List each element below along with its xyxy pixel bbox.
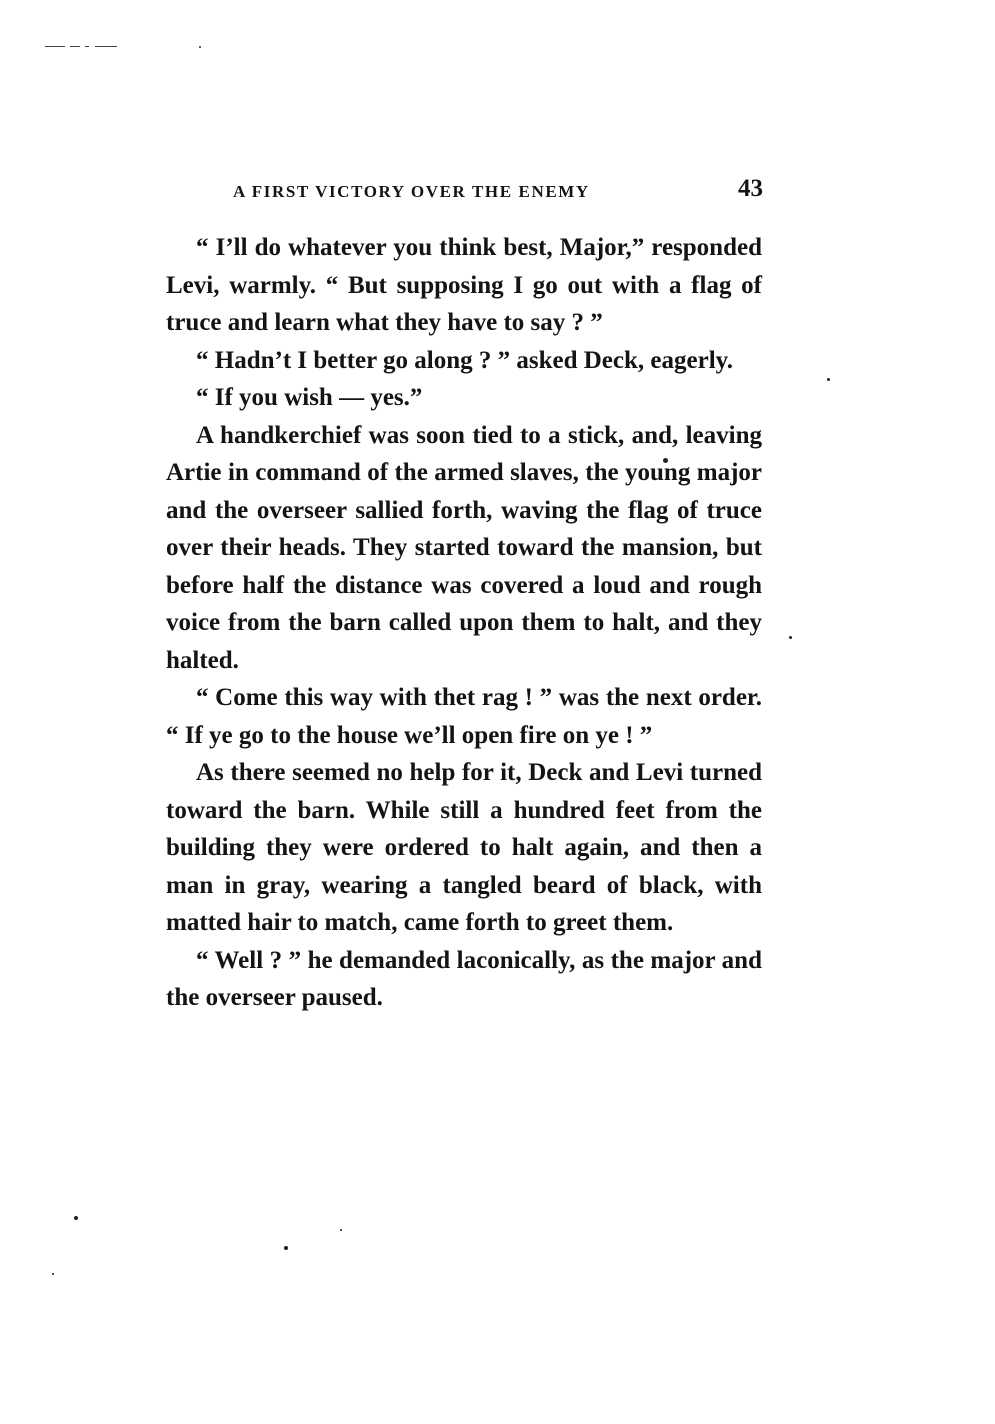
scan-mark (45, 46, 65, 47)
scan-speck (199, 46, 201, 48)
scan-speck (340, 1229, 342, 1231)
paragraph: As there seemed no help for it, Deck and Levi turned toward the barn. While still a hundred feet from the building they were ordered to halt again, and then a man in gray, wearing a tangled beard of black, with matted hair to match, came forth to greet them. (166, 759, 762, 936)
scan-speck (52, 1273, 54, 1275)
scan-mark (85, 46, 89, 47)
running-title: A FIRST VICTORY OVER THE ENEMY (233, 182, 590, 201)
paragraph: “ Hadn’t I better go along ? ” asked Deck, eagerly. (196, 346, 734, 374)
scan-speck (74, 1216, 78, 1220)
paragraph: “ Well ? ” he demanded laconically, as the major and the overseer paused. (166, 946, 762, 1011)
paragraph: A handkerchief was soon tied to a stick, and, leaving Artie in command of the armed slaves, the young major and the overseer sallied forth, waving the flag of truce over their heads. They started toward the mansion, but before half the distance was covered a loud and rough voice from the barn called upon them to halt, and they halted. (166, 421, 762, 674)
scan-mark (70, 46, 80, 47)
body-text (166, 229, 762, 1017)
paragraph: “ I’ll do whatever you think best, Major,” responded Levi, warmly. “ But supposing I go out with a flag of truce and learn what they have to say ? ” (166, 234, 762, 336)
paragraph: “ If you wish — yes.” (196, 384, 423, 411)
scan-speck (827, 378, 830, 381)
page-number: 43 (738, 175, 763, 202)
scan-speck (284, 1246, 288, 1250)
paragraph: “ Come this way with thet rag ! ” was the next order. “ If ye go to the house we’ll open fire on ye ! ” (166, 684, 762, 749)
scan-mark (95, 46, 117, 47)
scan-speck (789, 636, 792, 639)
page-header (233, 175, 763, 207)
